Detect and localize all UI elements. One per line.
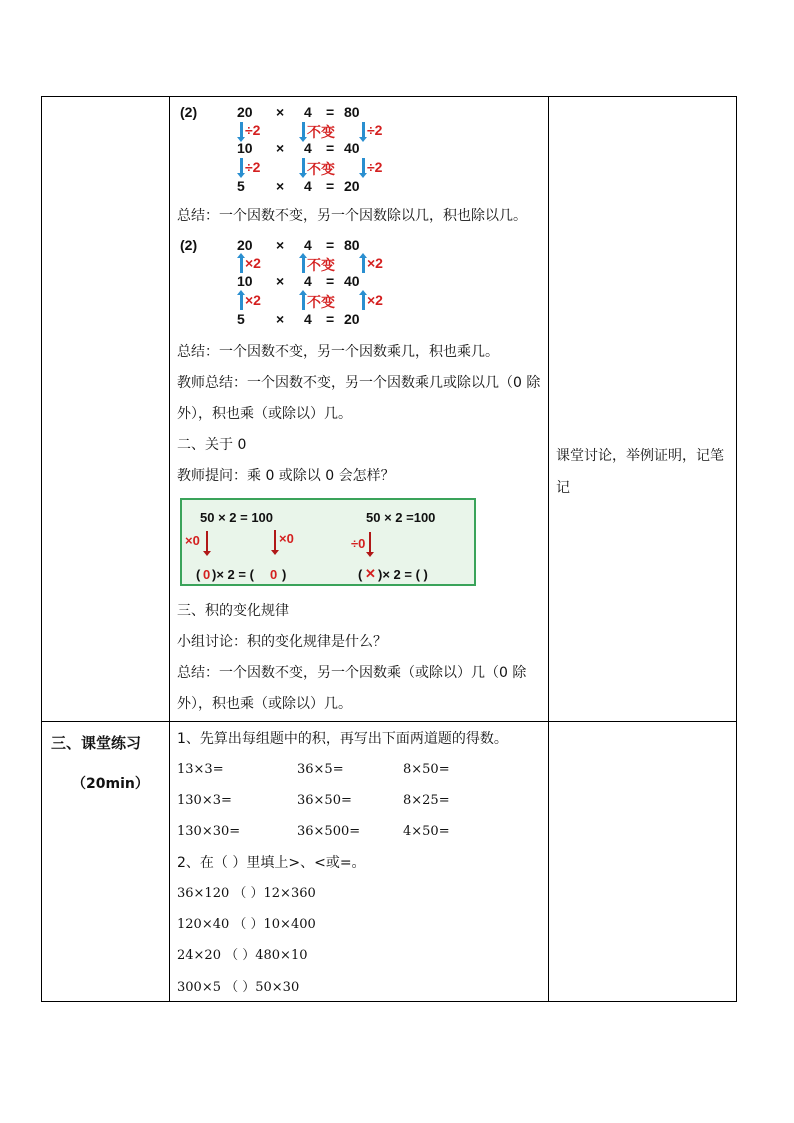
line1-b: 4: [304, 237, 312, 253]
line2-op: ×: [276, 140, 285, 156]
grid-r1-c3: 8×50=: [403, 762, 450, 777]
teacher-question: 教师提问：乘 0 或除以 0 会怎样？: [177, 468, 395, 484]
stage-duration: （20min）: [72, 776, 149, 792]
activity-note-line1: 课堂讨论，举例证明，记笔: [556, 448, 724, 464]
zero-eq-2: 50 × 2 =100: [366, 510, 436, 525]
summary-division: 总结：一个因数不变，另一个因数除以几，积也除以几。: [177, 208, 527, 224]
zero-res2-val: ✕: [365, 566, 376, 581]
question-2: 2、在（ ）里填上>、<或=。: [177, 855, 366, 871]
zero-res1-val2: 0: [270, 567, 278, 582]
zero-op-left: ×0: [185, 533, 200, 548]
final-summary-line2: 外），积也乘（或除以）几。: [177, 696, 352, 712]
line3-eq: =: [326, 178, 335, 194]
arrow-right-1: [362, 257, 365, 273]
left-op-2: ÷2: [245, 159, 261, 175]
line2-c: 40: [344, 273, 360, 289]
line2-b: 4: [304, 140, 312, 156]
mid-op-1: 不变: [307, 257, 335, 273]
compare-item-1: 36×120 （ ）12×360: [177, 886, 316, 901]
diagram-label: (2): [180, 104, 198, 120]
compare-item-2: 120×40 （ ）10×400: [177, 917, 316, 932]
zero-arrow-right: [369, 532, 371, 553]
zero-res1-open: (: [196, 567, 201, 582]
table-border-left: [41, 96, 42, 1002]
arrow-left-2: [240, 294, 243, 310]
grid-r1-c2: 36×5=: [297, 762, 344, 777]
grid-r1-c1: 13×3=: [177, 762, 224, 777]
diagram-label: (2): [180, 237, 198, 253]
line1-c: 80: [344, 237, 360, 253]
line3-op: ×: [276, 311, 285, 327]
final-summary-line1: 总结：一个因数不变，另一个因数乘（或除以）几（0 除: [177, 665, 527, 681]
line3-op: ×: [276, 178, 285, 194]
zero-example-box: [180, 498, 476, 586]
table-border-right: [736, 96, 737, 1002]
line2-a: 10: [237, 273, 253, 289]
line3-c: 20: [344, 311, 360, 327]
arrow-left-1: [240, 257, 243, 273]
line1-c: 80: [344, 104, 360, 120]
arrow-mid-2: [302, 294, 305, 310]
line2-a: 10: [237, 140, 253, 156]
line1-b: 4: [304, 104, 312, 120]
mid-op-2: 不变: [307, 161, 335, 177]
line1-a: 20: [237, 237, 253, 253]
question-1: 1、先算出每组题中的积，再写出下面两道题的得数。: [177, 731, 508, 747]
arrow-mid-2: [302, 158, 305, 174]
arrow-left-1: [240, 122, 243, 138]
arrow-mid-1: [302, 122, 305, 138]
zero-op-right: ÷0: [351, 536, 366, 551]
grid-r3-c2: 36×500=: [297, 824, 361, 839]
line3-b: 4: [304, 311, 312, 327]
arrow-right-2: [362, 294, 365, 310]
line3-eq: =: [326, 311, 335, 327]
table-border-bottom: [41, 1001, 737, 1002]
compare-item-3: 24×20 （ ）480×10: [177, 948, 308, 963]
activity-note-line2: 记: [556, 480, 570, 496]
zero-op-mid: ×0: [279, 531, 294, 546]
zero-eq-1: 50 × 2 = 100: [200, 510, 274, 525]
teacher-summary-line1: 教师总结：一个因数不变，另一个因数乘几或除以几（0 除: [177, 375, 541, 391]
section-heading-zero: 二、关于 0: [177, 437, 247, 453]
line2-op: ×: [276, 273, 285, 289]
summary-multiplication: 总结：一个因数不变，另一个因数乘几，积也乘几。: [177, 344, 499, 360]
line2-c: 40: [344, 140, 360, 156]
compare-item-4: 300×5 （ ）50×30: [177, 980, 300, 995]
arrow-right-2: [362, 158, 365, 174]
line3-a: 5: [237, 311, 245, 327]
line2-eq: =: [326, 273, 335, 289]
line1-a: 20: [237, 104, 253, 120]
line3-a: 5: [237, 178, 245, 194]
left-op-1: ÷2: [245, 122, 261, 138]
zero-arrow-left: [206, 531, 208, 552]
zero-res2-rest: )× 2 = ( ): [378, 567, 428, 582]
line2-eq: =: [326, 140, 335, 156]
arrow-mid-1: [302, 257, 305, 273]
line1-op: ×: [276, 104, 285, 120]
table-border-top: [41, 96, 737, 97]
line3-c: 20: [344, 178, 360, 194]
mid-op-2: 不变: [307, 294, 335, 310]
grid-r3-c3: 4×50=: [403, 824, 450, 839]
right-op-2: ÷2: [367, 159, 383, 175]
division-diagram: [178, 100, 398, 196]
group-discussion: 小组讨论：积的变化规律是什么？: [177, 634, 387, 650]
right-op-1: ×2: [367, 255, 383, 271]
multiplication-diagram: [178, 233, 398, 329]
table-divider-2: [548, 96, 549, 1002]
line1-eq: =: [326, 237, 335, 253]
teacher-summary-line2: 外），积也乘（或除以）几。: [177, 406, 352, 422]
line1-op: ×: [276, 237, 285, 253]
grid-r2-c2: 36×50=: [297, 793, 352, 808]
table-row-divider: [41, 721, 737, 722]
mid-op-1: 不变: [307, 124, 335, 140]
right-op-1: ÷2: [367, 122, 383, 138]
zero-res1-mid: )× 2 = (: [212, 567, 254, 582]
line3-b: 4: [304, 178, 312, 194]
arrow-right-1: [362, 122, 365, 138]
right-op-2: ×2: [367, 292, 383, 308]
table-divider-1: [169, 96, 170, 1002]
left-op-2: ×2: [245, 292, 261, 308]
zero-res2-open: (: [358, 567, 363, 582]
left-op-1: ×2: [245, 255, 261, 271]
grid-r2-c1: 130×3=: [177, 793, 232, 808]
section-heading-rule: 三、积的变化规律: [177, 603, 289, 619]
zero-res1-val: 0: [203, 567, 211, 582]
grid-r3-c1: 130×30=: [177, 824, 241, 839]
line1-eq: =: [326, 104, 335, 120]
stage-label: 三、课堂练习: [51, 734, 142, 752]
arrow-left-2: [240, 158, 243, 174]
line2-b: 4: [304, 273, 312, 289]
zero-arrow-mid: [274, 530, 276, 551]
grid-r2-c3: 8×25=: [403, 793, 450, 808]
zero-res1-close: ): [282, 567, 287, 582]
